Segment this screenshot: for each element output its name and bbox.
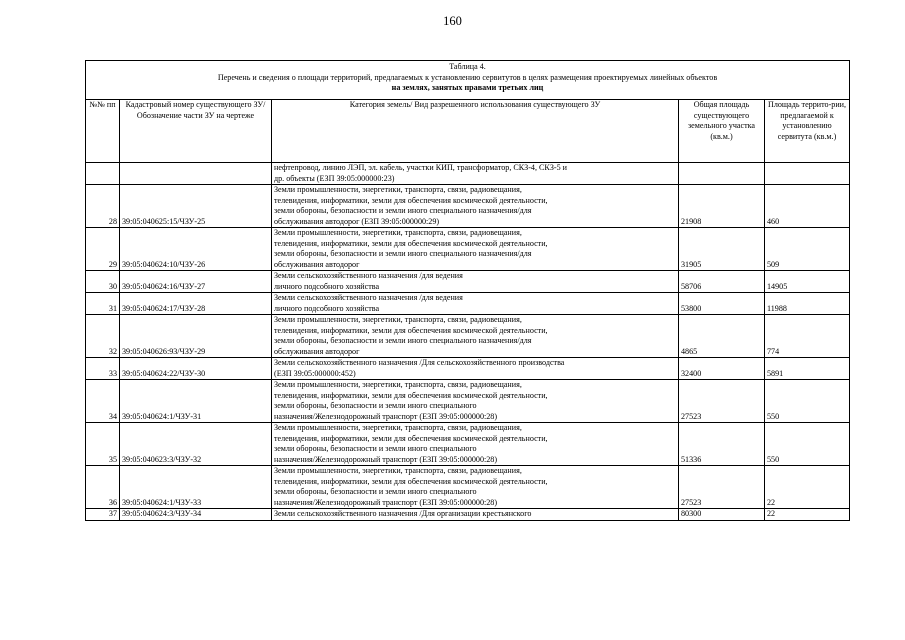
row-category (272, 293, 679, 315)
row-category (272, 423, 679, 466)
row-category-line: обслуживания автодорог (ЕЗП 39:05:000000:29) (274, 216, 440, 226)
header-servitude-area: Площадь террито-рии, предлагаемой к установлению сервитута (кв.м.) (765, 100, 850, 163)
table-row (86, 466, 850, 509)
row-servitude-area: 14905 (765, 271, 850, 293)
row-category (272, 185, 679, 228)
row-number: 32 (86, 315, 120, 358)
row-servitude-area: 460 (765, 185, 850, 228)
row-category-line: телевидения, информатики, земли для обеспечения космической деятельности, (274, 476, 548, 486)
table-row (86, 509, 850, 521)
row-total-area: 27523 (679, 466, 765, 509)
row-category (272, 380, 679, 423)
row-category-line: земли обороны, безопасности и земли иного специального (274, 487, 477, 496)
row-cadastral-number: 39:05:040626:93/ЧЗУ-29 (120, 315, 272, 358)
row-category-line: Земли сельскохозяйственного назначения /Для сельскохозяйственного производства (274, 358, 565, 367)
row-cadastral-number: 39:05:040624:1/ЧЗУ-31 (120, 380, 272, 423)
row-cadastral-number: 39:05:040624:3/ЧЗУ-34 (120, 509, 272, 521)
row-total-area: 58706 (679, 271, 765, 293)
table-row (86, 423, 850, 466)
row-cadastral-number: 39:05:040623:3/ЧЗУ-32 (120, 423, 272, 466)
row-category-line: нефтепровод, линию ЛЭП, эл. кабель, участки КИП, трансформатор, СКЗ-4, СКЗ-5 и (274, 163, 567, 172)
row-cadastral-number: 39:05:040624:1/ЧЗУ-33 (120, 466, 272, 509)
row-category-line: земли обороны, безопасности и земли иного специального (274, 401, 477, 410)
row-number: 33 (86, 358, 120, 380)
row-cadastral-number: 39:05:040624:10/ЧЗУ-26 (120, 228, 272, 271)
row-category-line: телевидения, информатики, земли для обеспечения космической деятельности, (274, 325, 548, 335)
row-category-line: личного подсобного хозяйства (274, 281, 380, 291)
row-total-area: 4865 (679, 315, 765, 358)
row-category-line: обслуживания автодорог (274, 346, 360, 356)
row-servitude-area: 509 (765, 228, 850, 271)
row-category-line: назначения/Железнодорожный транспорт (ЕЗП 39:05:000000:28) (274, 454, 498, 464)
row-category-line: назначения/Железнодорожный транспорт (ЕЗП 39:05:000000:28) (274, 411, 498, 421)
row-servitude-area: 22 (765, 466, 850, 509)
row-category-line: Земли промышленности, энергетики, транспорта, связи, радиовещания, (274, 423, 522, 432)
row-category-line: (ЕЗП 39:05:000000:452) (274, 368, 356, 378)
row-category-line: Земли промышленности, энергетики, транспорта, связи, радиовещания, (274, 228, 522, 237)
row-category-line: Земли сельскохозяйственного назначения /для ведения (274, 293, 463, 302)
row-cadastral-number (120, 163, 272, 185)
row-category-line: обслуживания автодорог (274, 259, 360, 269)
row-category-line: личного подсобного хозяйства (274, 303, 380, 313)
table-row (86, 315, 850, 358)
table-row (86, 228, 850, 271)
row-category (272, 358, 679, 380)
table-header-row (86, 100, 850, 163)
row-cadastral-number: 39:05:040624:22/ЧЗУ-30 (120, 358, 272, 380)
row-category-line: Земли промышленности, энергетики, транспорта, связи, радиовещания, (274, 315, 522, 324)
header-total-area: Общая площадь существующего земельного участка (кв.м.) (679, 100, 765, 163)
table-subtitle: на землях, занятых правами третьих лиц (391, 83, 544, 92)
table-row (86, 358, 850, 380)
header-cadastral: Кадастровый номер существующего ЗУ/ Обозначение части ЗУ на чертеже (120, 100, 272, 163)
row-category (272, 315, 679, 358)
row-servitude-area: 5891 (765, 358, 850, 380)
row-category-line: земли обороны, безопасности и земли иного специального (274, 444, 477, 453)
row-total-area: 80300 (679, 509, 765, 521)
row-servitude-area (765, 163, 850, 185)
row-category-line: телевидения, информатики, земли для обеспечения космической деятельности, (274, 390, 548, 400)
table-row (86, 380, 850, 423)
row-category-line: Земли промышленности, энергетики, транспорта, связи, радиовещания, (274, 185, 522, 194)
row-servitude-area: 22 (765, 509, 850, 521)
header-category: Категория земель/ Вид разрешенного использования существующего ЗУ (272, 100, 679, 163)
table-row (86, 293, 850, 315)
row-category-line: Земли промышленности, энергетики, транспорта, связи, радиовещания, (274, 466, 522, 475)
row-total-area: 51336 (679, 423, 765, 466)
row-total-area: 31905 (679, 228, 765, 271)
row-servitude-area: 774 (765, 315, 850, 358)
row-category-line: др. объекты (ЕЗП 39:05:000000:23) (274, 173, 395, 183)
table-title-block (86, 61, 850, 100)
row-category-line: Земли промышленности, энергетики, транспорта, связи, радиовещания, (274, 380, 522, 389)
row-servitude-area: 11988 (765, 293, 850, 315)
row-category (272, 466, 679, 509)
row-category (272, 271, 679, 293)
row-number: 29 (86, 228, 120, 271)
row-number: 28 (86, 185, 120, 228)
row-cadastral-number: 39:05:040624:16/ЧЗУ-27 (120, 271, 272, 293)
row-category-line: телевидения, информатики, земли для обеспечения космической деятельности, (274, 238, 548, 248)
row-category-line: телевидения, информатики, земли для обеспечения космической деятельности, (274, 433, 548, 443)
row-total-area (679, 163, 765, 185)
row-total-area: 27523 (679, 380, 765, 423)
row-category-line: Земли сельскохозяйственного назначения /для ведения (274, 271, 463, 280)
row-category-line: земли обороны, безопасности и земли иного специального назначения/для (274, 249, 532, 258)
row-servitude-area: 550 (765, 423, 850, 466)
row-category-line: Земли сельскохозяйственного назначения /Для организации крестьянского (274, 509, 532, 518)
servitude-table (85, 60, 850, 521)
row-cadastral-number: 39:05:040625:15/ЧЗУ-25 (120, 185, 272, 228)
row-total-area: 53800 (679, 293, 765, 315)
row-number (86, 163, 120, 185)
row-category (272, 509, 679, 521)
row-category-line: телевидения, информатики, земли для обеспечения космической деятельности, (274, 195, 548, 205)
row-number: 36 (86, 466, 120, 509)
servitude-table-container (85, 60, 849, 521)
table-row (86, 163, 850, 185)
table-row (86, 271, 850, 293)
row-number: 31 (86, 293, 120, 315)
row-category (272, 228, 679, 271)
table-title: Перечень и сведения о площади территорий, предлагаемых к установлению сервитутов в целях размещения проектируемых линейных объектов (217, 72, 718, 82)
row-cadastral-number: 39:05:040624:17/ЧЗУ-28 (120, 293, 272, 315)
row-category (272, 163, 679, 185)
header-num: №№ пп (86, 100, 120, 163)
row-total-area: 32400 (679, 358, 765, 380)
table-caption: Таблица 4. (449, 62, 486, 71)
row-category-line: земли обороны, безопасности и земли иного специального назначения/для (274, 206, 532, 215)
row-number: 30 (86, 271, 120, 293)
page-number: 160 (443, 14, 462, 28)
row-number: 37 (86, 509, 120, 521)
row-number: 35 (86, 423, 120, 466)
row-category-line: назначения/Железнодорожный транспорт (ЕЗП 39:05:000000:28) (274, 497, 498, 507)
row-number: 34 (86, 380, 120, 423)
row-servitude-area: 550 (765, 380, 850, 423)
row-category-line: земли обороны, безопасности и земли иного специального назначения/для (274, 336, 532, 345)
table-row (86, 185, 850, 228)
row-total-area: 21908 (679, 185, 765, 228)
